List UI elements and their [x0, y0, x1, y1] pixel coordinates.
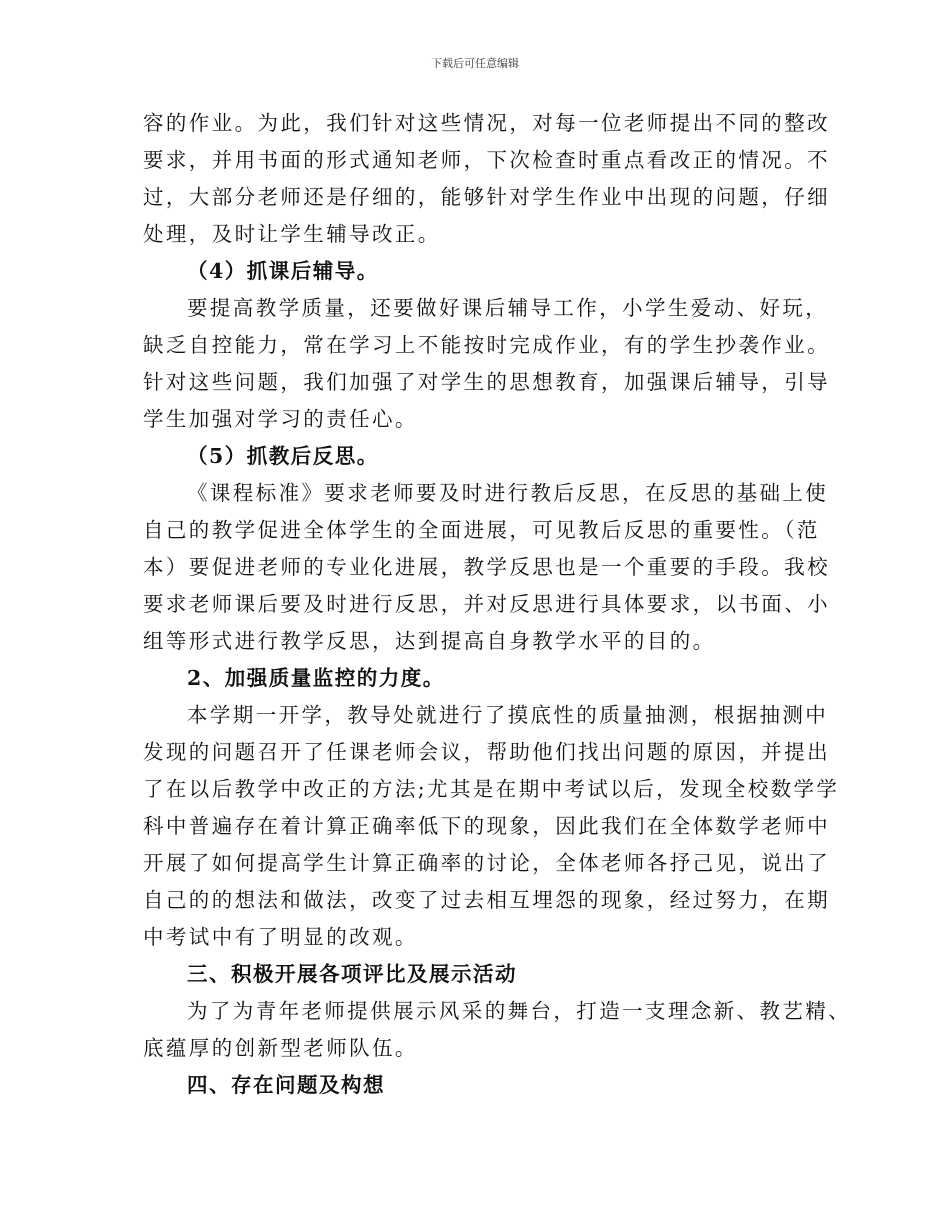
text-line: 处理，及时让学生辅导改正。	[143, 222, 441, 246]
text-line: 为了为青年老师提供展示风采的舞台，打造一支理念新、教艺精、	[187, 999, 852, 1023]
text-line: 自己的的想法和做法，改变了过去相互埋怨的现象，经过努力，在期	[143, 888, 830, 912]
text-line: 过，大部分老师还是仔细的，能够针对学生作业中出现的问题，仔细	[143, 185, 830, 209]
text-line: 本）要促进老师的专业化进展，教学反思也是一个重要的手段。我校	[143, 555, 830, 579]
text-line: 要求，并用书面的形式通知老师，下次检查时重点看改正的情况。不	[143, 148, 830, 172]
text-line: 中考试中有了明显的改观。	[143, 925, 418, 949]
text-line: 自己的教学促进全体学生的全面进展，可见教后反思的重要性。（范	[143, 518, 820, 542]
paragraph	[143, 105, 830, 253]
section-heading: （5）抓教后反思。	[187, 444, 379, 468]
text-line: 容的作业。为此，我们针对这些情况，对每一位老师提出不同的整改	[143, 111, 830, 135]
text-line: 针对这些问题，我们加强了对学生的思想教育，加强课后辅导，引导	[143, 370, 830, 394]
text-line: 科中普遍存在着计算正确率低下的现象，因此我们在全体数学老师中	[143, 814, 830, 838]
text-line: 底蕴厚的创新型老师队伍。	[143, 1036, 418, 1060]
text-line: 本学期一开学，教导处就进行了摸底性的质量抽测，根据抽测中	[187, 703, 829, 727]
document-body	[143, 105, 852, 1104]
paragraph	[143, 993, 852, 1067]
section-heading: 四、存在问题及构想	[187, 1073, 385, 1097]
text-line: 开展了如何提高学生计算正确率的讨论，全体老师各抒己见，说出了	[143, 851, 830, 875]
text-line: 缺乏自控能力，常在学习上不能按时完成作业，有的学生抄袭作业。	[143, 333, 830, 357]
text-line: 发现的问题召开了任课老师会议，帮助他们找出问题的原因，并提出	[143, 740, 830, 764]
text-line: 《课程标准》要求老师要及时进行教后反思，在反思的基础上使	[187, 481, 829, 505]
section-heading: （4）抓课后辅导。	[187, 259, 379, 283]
page-header: 下载后可任意编辑	[431, 57, 519, 70]
text-line: 学生加强对学习的责任心。	[143, 407, 418, 431]
paragraph	[143, 290, 830, 438]
text-line: 要求老师课后要及时进行反思，并对反思进行具体要求，以书面、小	[143, 592, 830, 616]
paragraph	[143, 697, 840, 956]
section-heading: 2、加强质量监控的力度。	[187, 666, 445, 690]
text-line: 了在以后教学中改正的方法;尤其是在期中考试以后，发现全校数学学	[143, 777, 840, 801]
text-line: 组等形式进行教学反思，达到提高自身教学水平的目的。	[143, 629, 716, 653]
paragraph	[143, 475, 830, 660]
section-heading: 三、积极开展各项评比及展示活动	[187, 962, 517, 986]
text-line: 要提高教学质量，还要做好课后辅导工作，小学生爱动、好玩，	[187, 296, 829, 320]
